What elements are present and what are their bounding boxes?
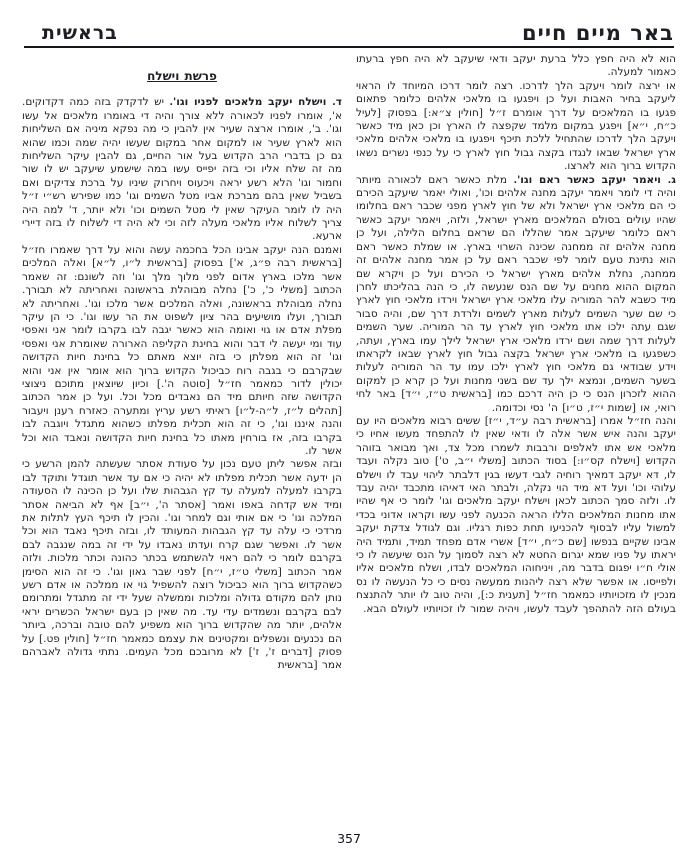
page-header [24,22,674,48]
paragraph-text: יש לדקדק בזה כמה דקדוקים. א', אומרו לפניו לכאורה ללא צורך והיה די באומרו מלאכים אל עשו וגו'. ב', אומרו ארצה שעיר אין להבין כי מה נפקא מיניה אם השליחות הוא לארץ שעיר או למקום אחר במקום שעשו יהיה שמה וכמו שהוא גם כן בדברי הרב הקדוש בעל אור החיים, גם להבין עיקר השליחות מה זה שלח אליו וכי בזה יפייס עשו במה שישמע שיעקב יש לו שור וחמור וגו' הלא רשע יראה ויכעוס ויחרוק שיניו על ברכת צדיקים ואם בשביל שאין בהם מברכת אביו מטל השמים וגו' כמו שפירש רש״י ז״ל היה לו לומר העיקר שאין לי מטל השמים וכו' ולא יותר, ד' למה היה צריך לשלוח אליו מלאכי מעלה לזה וכי לא היה די לשלוח לו בזה דיירי ארעא. [22,96,342,243]
paragraph [356,174,676,415]
text-columns [22,53,676,673]
paragraph-text: ובזה אפשר ליתן טעם נכון על סעודת אסתר שעשתה להמן הרשע כי הן ידעה אשר תכלית מפלתו לא יהיה כי אם עד אשר תוגדל ותוקד לבו בקרבו למעלה למעלה עד קץ הגבהות שלו ועל כן הכינה לו הסעודה ומיד אש קדחה באפו ואמר [אסתר ה', י״ב] אף לא הביאה אסתר המלכה וגו' כי אם אותי וגם למחר וגו'. והכין לו תיכף העץ לתלות את מרדכי כי עלה עד קץ הגבהות המעותד לו, ובזה תיכף נאבד הוא וכל אשר לו. ואפשר שגם קרח ועדתו נאבדו על ידי זה במה שנגבה לבם בקרבם לומר כי להם ראוי להשתמש בכתר כהונה וכתר מלכות. ולזה אמר הכתוב [משלי ט״ז, י״ח] לפני שבר גאון וגו'. כי זה הוא הסימן כשהקדוש ברוך הוא כביכול רוצה להשפיל גוי או ממלכה או אדם רשע נותן להם מקודם גדולה ומלכות וממשלה שעל ידי זה מתגדל ומתרומם לבם בקרבם ונשמדים עדי עד. מה שאין כן בעם ישראל הכשרים יראי אלהים, יותר מה שהקדוש ברוך הוא משפיע להם טובה וברכה, ביותר הם נכנעים ונשפלים ומקטינים את עצמם כמאמר חז״ל [חולין פט.] על פסוק [דברים ז', ז'] לא מרובכם מכל העמים. נתתי גדולה לאברהם אמר [בראשית [22,458,342,672]
column-left [22,53,342,673]
page-number: 357 [337,831,361,846]
paragraph [22,458,342,673]
paragraph-text: או ירצה לומר ויעקב הלך לדרכו. רצה לומר דרכו המיוחד לו הראוי ליעקב בחיר האבות ועל כן ויפגעו בו מלאכי אלהים כלומר פתאום פגעו בו המלאכים על דרך אומרם ז״ל [חולין צ״א:] בפסוק [לעיל כ״ח, י״א] ויפגע במקום מלמד שקפצה לו הארץ וכן כאן מיד כאשר ויעקב הלך לדרכו שהתחיל ללכת תיכף ויפגעו בו מלאכי אלהים מלאכי ארץ ישראל שבאו לנגדו בקצה גבול חוץ לארץ כי על כנפי נשרים נשאו הקדוש ברוך הוא לארצו. [356,79,676,173]
book-title: באר מיים חיים [522,20,674,45]
section-title-bereshit: בראשית [42,22,118,44]
paragraph [356,415,676,616]
paragraph-text: והנה חז״ל אמרו [בראשית רבה ע״ד, י״ז] ששים רבוא מלאכים היו עם יעקב והנה איש אשר אלה לו ודאי שאין לו להתפחד מעשו אחיו כי מלאכי אש אתו לאלפים ורבבות לשמרו מכל צד, ואך מבואר בזוהר הקדוש [וישלח קס״ו:] בסוד הכתוב [משלי י״ב, ט'] טוב נקלה ועבד לו, דא יעקב דמאיך רוחיה לגבי דעשו בגין דלבתר ליהוי עבד לו וישלם עלוהי וכו' ועל דא מיד הוי נקלה, ולבתר האי דאיהו מתכבד יהיה עבד לו. ולזה סמך הכתוב לכאן וישלח יעקב מלאכים וגו' לומר כי אף שהיו אתו מחנות המלאכים הללו הראה הכנעה לפני עשו וקראו אדוני בכדי למשול עליו לבסוף להכניעו תחת כפות רגליו. וגם לגודל צדקת יעקב אבינו שקיים בנפשו [שם כ״ח, י״ד] אשרי אדם מפחד תמיד, ותמיד היה יראתו על פניו שמא יגרום החטא לא רצה לסמוך על הנס שיעשה לו כי אולי ח״ו יפגום בדבר מה, ויניחוהו המלאכים לבדו, ושלח מלאכים אליו ולפייסו. או אפשר שלא רצה ליהנות ממעשה נסים כי כל הנעשה לו נס מנכין לו מזכויותיו כמאמר חז״ל [תענית כ:], והיה טוב לו יותר להתנצח בעולם הזה להתהפך לעבד לעשו, ויהיה שמור לו זכויותיו לעולם הבא. [356,414,676,615]
paragraph [22,96,342,243]
paragraph-lead: ג. ויאמר יעקב כאשר ראם וגו'. [513,173,676,186]
paragraph-text: הוא לא היה חפץ כלל ברעת יעקב ודאי שיעקב לא היה חפץ ברעתו כאמור למעלה. [356,53,676,79]
paragraph-text: ואמנם הנה יעקב אבינו הכל בחכמה עשה והוא על דרך שאמרו חז״ל [בראשית רבה פ״ג, א'] בפסוק [בראשית ל״ו, ל״א] ואלה המלכים אשר מלכו בארץ אדום לפני מלוך מלך וגו' וזה לשונם: זה שאמר הכתוב [משלי כ', כ'] נחלה מבוהלת בראשונה ואחריתה לא תבורך. נחלה מבוהלת בראשונה, ואלה המלכים אשר מלכו וגו'. ואחריתה לא תבורך, ועלו מושיעים בהר ציון לשפוט את הר עשו וגו'. כי הן עיקר מפלת אדם או גוי ואומה הוא כאשר יגבה לבו בקרבו לומר אני ואפסי עוד ומי יעשה לי דבר והוא בחינת הקליפה הארורה שאומרת אני ואפסי וגו' זה הוא מפלתן כי בזה יוצא מאתם כל בחינת חיות הקדושה שבקרבם כי בגבה רוח כביכול הקדוש ברוך הוא אומר אין אני והוא יכולין לדור כמאמר חז״ל [סוטה ה'.] וכיון שיוצאין מתוכם ניצוצי הקדושה שזה חיותם מיד הם נאבדים מכל וכל. ועל כן אמר הכתוב [תהלים ל״ז, ל״ה-ל״ו] ראיתי רשע עריץ ומתערה כאזרח רענן ויעבור והנה איננו וגו', כי זה הוא תכלית מפלתו כשהוא מתגדל ויוגבה לבו בקרבו בזה, אז בורחין מאתו כל בחינת חיות הקדושה ונאבד הוא וכל אשר לו. [22,243,342,457]
paragraph-text: מלת כאשר ראם לכאורה מיותר והיה די לומר ויאמר יעקב מחנה אלהים וכו', ואולי יאמר שיעקב הכירם כי הם מלאכי ארץ ישראל ולא של חוץ לארץ מפני שכבר ראם בחלומו שהיו עולים בסולם המלאכים מארץ ישראל, ולזה, ויאמר יעקב כאשר ראם כלומר שיעקב אמר שהללו הם שראם בחלום הלילה, ועל כן מחנה אלהים זה ממחנה שכינה השרוי בארץ. או שמלת כאשר ראם הוא נתינת טעם לומר לפי שכבר ראם על כן אמר מחנה אלהים זה ממחנה, נחלת אלהים מארץ ישראל כי הכירם ועל כן ויקרא שם המקום ההוא מחנים על שם הנס שנעשה לו, כי הנה בהליכתו לחרן מיד כשבא להר המוריה עלו מלאכי ארץ ישראל וירדו מלאכי חוץ לארץ כי שם שער השמים לעלות מארץ לשמים ולרדת דרך שם, והיה סבור שגם עתה ילכו אתו מלאכי חוץ לארץ עד הר המוריה. שער השמים לעלות דרך שמה ושם ירדו מלאכי ארץ ישראל לילך עמו בארץ, ועתה, כשפגעו בו מלאכי ארץ ישראל בקצה גבול חוץ לארץ שבאו לקראתו וידע שבודאי גם מלאכי חוץ לארץ ילכו עמו עד הר המוריה לעלות בשער השמים, ונמצא ילך עד שם בשני מחנות ועל כן קרא כן למקום ההוא לזכרון הנס כי כן היה דרכם כמו [בראשית ט״ז, י״ד] באר לחי רואי, או [שמות י״ז, ט״ו] ה' נסי וכדומה. [356,173,676,414]
paragraph-lead: ד. וישלח יעקב מלאכים לפניו וגו'. [169,96,342,109]
column-right [356,53,676,673]
paragraph [356,53,676,80]
parsha-heading: פרשת וישלח [147,69,217,83]
paragraph [356,80,676,174]
paragraph [22,244,342,459]
